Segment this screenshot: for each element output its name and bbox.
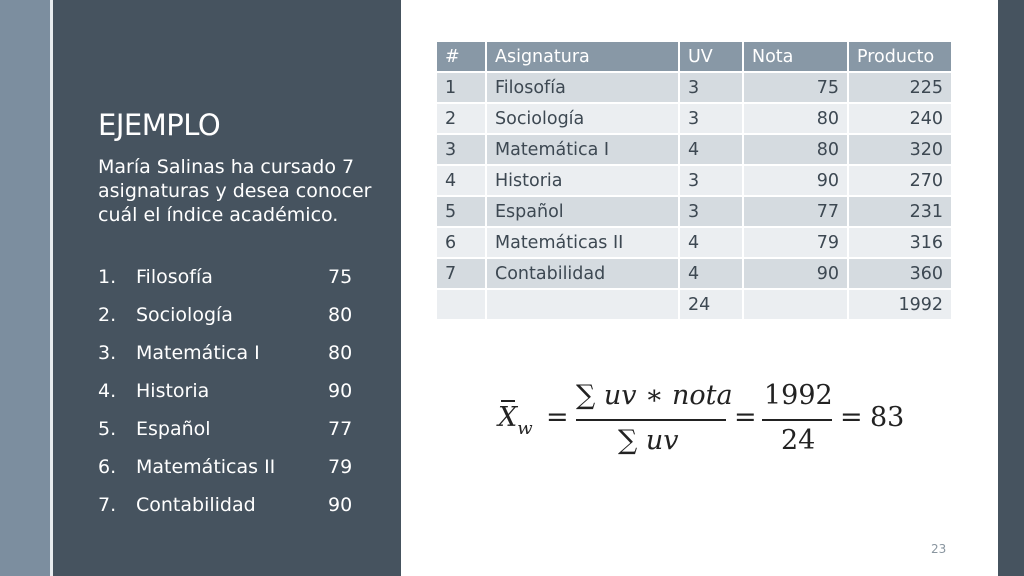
cell-grade: 90	[744, 166, 847, 195]
list-item	[98, 296, 378, 334]
cell-subject: Matemática I	[487, 135, 678, 164]
equals-sign: =	[734, 402, 757, 433]
total-subject	[487, 290, 678, 319]
cell-product: 231	[849, 197, 951, 226]
slide-title: EJEMPLO	[98, 108, 221, 142]
table-row	[437, 228, 951, 257]
formula-variable	[498, 402, 533, 439]
list-item	[98, 372, 378, 410]
right-accent-strip	[998, 0, 1024, 576]
item-number: 6.	[98, 456, 117, 478]
cell-number: 1	[437, 73, 485, 102]
table-row	[437, 259, 951, 288]
cell-uv: 4	[680, 228, 742, 257]
list-item	[98, 486, 378, 524]
fraction-line	[762, 419, 832, 421]
item-number: 2.	[98, 304, 117, 326]
table-row	[437, 135, 951, 164]
cell-uv: 4	[680, 135, 742, 164]
header-product: Producto	[849, 42, 951, 71]
cell-grade: 80	[744, 104, 847, 133]
item-score: 77	[328, 418, 353, 440]
header-subject: Asignatura	[487, 42, 678, 71]
table-header-row	[437, 42, 951, 71]
item-score: 75	[328, 266, 353, 288]
item-subject: Filosofía	[136, 266, 213, 288]
table-row	[437, 104, 951, 133]
item-score: 90	[328, 380, 353, 402]
cell-grade: 77	[744, 197, 847, 226]
cell-subject: Español	[487, 197, 678, 226]
header-number: #	[437, 42, 485, 71]
item-number: 3.	[98, 342, 117, 364]
cell-subject: Historia	[487, 166, 678, 195]
total-uv: 24	[680, 290, 742, 319]
left-accent-strip	[0, 0, 50, 576]
item-subject: Matemática I	[136, 342, 260, 364]
subject-list	[98, 258, 378, 524]
item-number: 7.	[98, 494, 117, 516]
cell-uv: 3	[680, 166, 742, 195]
item-subject: Matemáticas II	[136, 456, 276, 478]
item-score: 80	[328, 342, 353, 364]
cell-uv: 4	[680, 259, 742, 288]
mean-bar	[501, 400, 515, 402]
equals-sign: =	[546, 402, 569, 433]
item-subject: Historia	[136, 380, 210, 402]
item-subject: Contabilidad	[136, 494, 256, 516]
page-number: 23	[931, 542, 947, 556]
formula-result: 83	[870, 402, 905, 433]
header-uv: UV	[680, 42, 742, 71]
header-grade: Nota	[744, 42, 847, 71]
list-item	[98, 334, 378, 372]
cell-subject: Sociología	[487, 104, 678, 133]
item-subject: Español	[136, 418, 211, 440]
formula-denominator-value: 24	[781, 425, 816, 456]
table-total-row	[437, 290, 951, 319]
formula-numerator-value: 1992	[764, 380, 833, 411]
cell-number: 5	[437, 197, 485, 226]
cell-number: 2	[437, 104, 485, 133]
cell-number: 4	[437, 166, 485, 195]
fraction-line	[576, 419, 726, 421]
cell-uv: 3	[680, 104, 742, 133]
intro-text: María Salinas ha cursado 7 asignaturas y desea conocer cuál el índice académico.	[98, 156, 372, 226]
table-row	[437, 166, 951, 195]
cell-grade: 75	[744, 73, 847, 102]
item-number: 1.	[98, 266, 117, 288]
formula-numerator: ∑ uv ∗ nota	[576, 380, 733, 411]
cell-grade: 90	[744, 259, 847, 288]
total-number	[437, 290, 485, 319]
cell-product: 270	[849, 166, 951, 195]
table-row	[437, 73, 951, 102]
cell-subject: Contabilidad	[487, 259, 678, 288]
cell-product: 225	[849, 73, 951, 102]
total-grade	[744, 290, 847, 319]
cell-number: 7	[437, 259, 485, 288]
cell-number: 3	[437, 135, 485, 164]
list-item	[98, 410, 378, 448]
formula-denominator: ∑ uv	[618, 425, 679, 456]
formula-var-letter: X	[498, 402, 518, 433]
list-item	[98, 258, 378, 296]
cell-uv: 3	[680, 197, 742, 226]
cell-grade: 79	[744, 228, 847, 257]
cell-subject: Matemáticas II	[487, 228, 678, 257]
cell-product: 316	[849, 228, 951, 257]
total-product: 1992	[849, 290, 951, 319]
grades-table	[435, 40, 953, 321]
item-number: 5.	[98, 418, 117, 440]
cell-product: 360	[849, 259, 951, 288]
table-row	[437, 197, 951, 226]
cell-grade: 80	[744, 135, 847, 164]
item-subject: Sociología	[136, 304, 233, 326]
cell-uv: 3	[680, 73, 742, 102]
equals-sign: =	[840, 402, 863, 433]
item-number: 4.	[98, 380, 117, 402]
item-score: 90	[328, 494, 353, 516]
list-item	[98, 448, 378, 486]
cell-product: 240	[849, 104, 951, 133]
formula-subscript: w	[517, 418, 533, 439]
cell-product: 320	[849, 135, 951, 164]
cell-number: 6	[437, 228, 485, 257]
cell-subject: Filosofía	[487, 73, 678, 102]
item-score: 79	[328, 456, 353, 478]
item-score: 80	[328, 304, 353, 326]
